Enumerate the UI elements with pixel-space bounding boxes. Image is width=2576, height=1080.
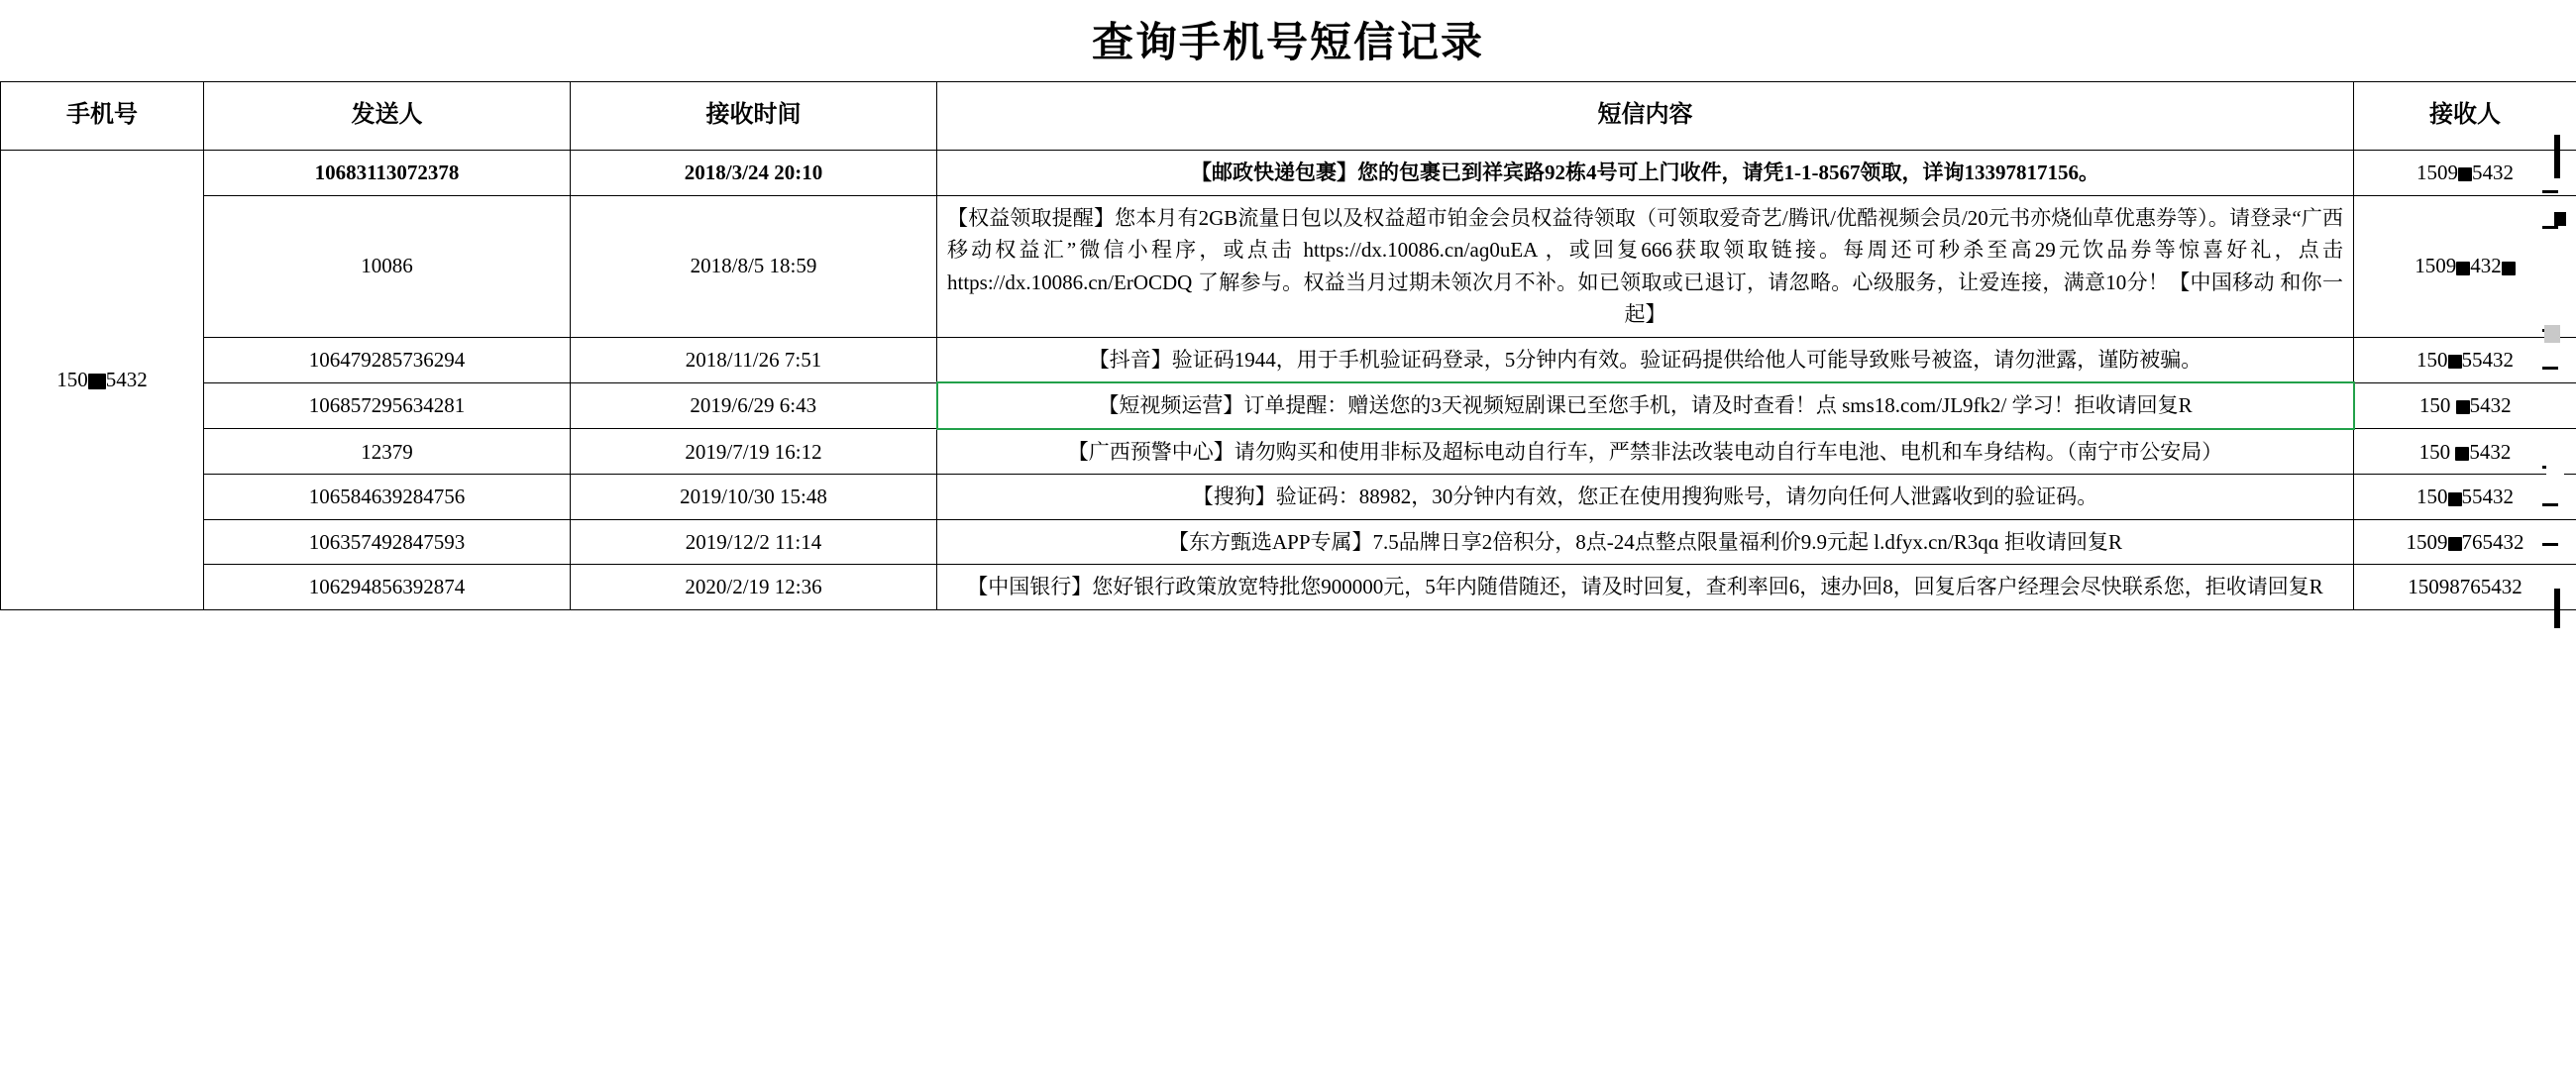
content-cell: 【抖音】验证码1944，用于手机验证码登录，5分钟内有效。验证码提供给他人可能导致账号被盗，请勿泄露，谨防被骗。 [937, 337, 2354, 382]
phone-suffix: 5432 [105, 368, 148, 392]
redaction-block-icon [2458, 167, 2472, 181]
table-row [1, 151, 2576, 196]
receiver-cell [2354, 337, 2576, 382]
sender-cell: 10683113072378 [204, 151, 571, 196]
time-cell: 2018/8/5 18:59 [571, 195, 937, 337]
redaction-block-icon [2448, 537, 2462, 551]
receiver-cell [2354, 475, 2576, 520]
content-cell: 【广西预警中心】请勿购买和使用非标及超标电动自行车，严禁非法改装电动自行车电池、电机和车身结构。（南宁市公安局） [937, 429, 2354, 475]
receiver-prefix: 150 [2418, 439, 2451, 464]
receiver-prefix: 1509 [2406, 529, 2448, 554]
content-cell: 【邮政快递包裹】您的包裹已到祥宾路92栋4号可上门收件，请凭1-1-8567领取，详询13397817156。 [937, 151, 2354, 196]
table-row [1, 195, 2576, 337]
table-row [1, 382, 2576, 429]
receiver-suffix: 55432 [2461, 347, 2514, 372]
receiver-prefix: 1509 [2415, 254, 2457, 278]
receiver-cell: 15098765432 [2354, 565, 2576, 610]
phone-number-cell [1, 151, 204, 610]
receiver-suffix: 5432 [2472, 161, 2514, 184]
column-header-sender: 发送人 [204, 82, 571, 151]
redaction-block-icon [2448, 492, 2462, 506]
time-cell: 2019/10/30 15:48 [571, 475, 937, 520]
receiver-mid: 432 [2470, 254, 2502, 278]
column-header-content: 短信内容 [937, 82, 2354, 151]
receiver-prefix: 1509 [2416, 161, 2458, 184]
table-row [1, 429, 2576, 475]
receiver-cell [2354, 519, 2576, 565]
sender-cell: 10086 [204, 195, 571, 337]
receiver-cell [2354, 382, 2576, 429]
content-cell: 【权益领取提醒】您本月有2GB流量日包以及权益超市铂金会员权益待领取（可领取爱奇艺/腾讯/优酷视频会员/20元书亦烧仙草优惠券等）。请登录“广西移动权益汇”微信小程序，或点击 https://dx.10086.cn/aɡ0uEA ，或回复666获取领取链接。每周还可秒杀至高29元饮品券等惊喜好礼，点击 https://dx.10086.cn/ErOCDQ 了解参与。权益当月过期未领次月不补。如已领取或已退订，请忽略。心级服务，让爱连接，满意10分！【中国移动 和你一起】 [937, 195, 2354, 337]
sender-cell: 106294856392874 [204, 565, 571, 610]
phone-prefix: 150 [56, 368, 88, 392]
table-row [1, 337, 2576, 382]
table-header-row [1, 82, 2576, 151]
receiver-cell [2354, 429, 2576, 475]
table-row [1, 519, 2576, 565]
redaction-block-icon [2455, 447, 2469, 461]
receiver-prefix: 150 [2418, 393, 2451, 418]
column-header-receiver: 接收人 [2354, 82, 2576, 151]
sender-cell: 106357492847593 [204, 519, 571, 565]
table-row [1, 475, 2576, 520]
content-cell-highlighted: 【短视频运营】订单提醒：赠送您的3天视频短剧课已至您手机，请及时查看！点 sms18.com/JL9fk2/ 学习！拒收请回复R [937, 382, 2354, 429]
sender-cell: 106584639284756 [204, 475, 571, 520]
page-title: 查询手机号短信记录 [1091, 21, 1484, 66]
receiver-prefix: 150 [2416, 347, 2448, 372]
sms-records-table [0, 81, 2576, 610]
receiver-prefix: 150 [2416, 485, 2448, 509]
receiver-suffix: 5432 [2469, 393, 2512, 418]
redaction-block-icon [2456, 400, 2470, 414]
sender-cell: 12379 [204, 429, 571, 475]
redaction-block-icon [2456, 262, 2470, 275]
time-cell: 2019/6/29 6:43 [571, 382, 937, 429]
column-header-phone: 手机号 [1, 82, 204, 151]
receiver-suffix: 5432 [2469, 439, 2512, 464]
time-cell: 2019/7/19 16:12 [571, 429, 937, 475]
table-row [1, 565, 2576, 610]
column-header-time: 接收时间 [571, 82, 937, 151]
receiver-suffix: 765432 [2461, 529, 2524, 554]
content-cell: 【搜狗】验证码：88982，30分钟内有效，您正在使用搜狗账号，请勿向任何人泄露收到的验证码。 [937, 475, 2354, 520]
redaction-block-icon [88, 374, 106, 389]
redaction-block-icon [2448, 355, 2462, 369]
time-cell: 2018/3/24 20:10 [571, 151, 937, 196]
sender-cell: 106479285736294 [204, 337, 571, 382]
content-cell: 【中国银行】您好银行政策放宽特批您900000元，5年内随借随还，请及时回复，查利率回6，速办回8，回复后客户经理会尽快联系您，拒收请回复R [937, 565, 2354, 610]
redaction-block-icon [2502, 262, 2516, 275]
content-cell: 【东方甄选APP专属】7.5品牌日享2倍积分，8点-24点整点限量福利价9.9元起 l.dfyx.cn/R3qɑ 拒收请回复R [937, 519, 2354, 565]
sender-cell: 106857295634281 [204, 382, 571, 429]
receiver-suffix: 55432 [2461, 485, 2514, 509]
time-cell: 2018/11/26 7:51 [571, 337, 937, 382]
time-cell: 2020/2/19 12:36 [571, 565, 937, 610]
receiver-cell [2354, 195, 2576, 337]
receiver-cell [2354, 151, 2576, 196]
time-cell: 2019/12/2 11:14 [571, 519, 937, 565]
